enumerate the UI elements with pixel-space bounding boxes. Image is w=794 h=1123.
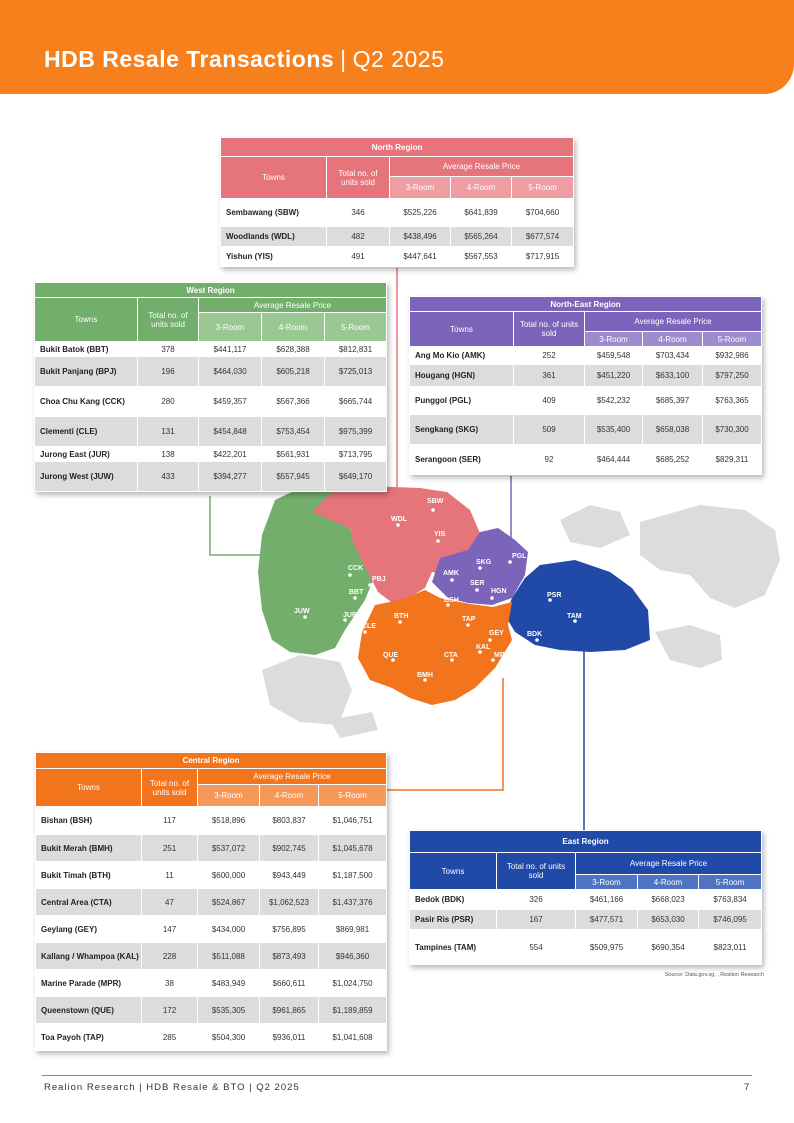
table-row: Bishan (BSH) 117 $518,896 $803,837 $1,046,751 [36,807,387,835]
map-label-gey: GEY [489,630,504,637]
footer-text: Realion Research | HDB Resale & BTO | Q2 2025 [44,1082,300,1093]
page-number: 7 [744,1082,750,1093]
map-label-jur: JUR [343,612,358,619]
title-period: Q2 2025 [352,46,445,72]
east-region-shape [505,560,650,652]
source-note: Source: Data.gov.sg, , Realion Research [664,972,764,978]
map-label-ser: SER [470,580,485,587]
map-label-tam: TAM [567,613,582,620]
table-row: Queenstown (QUE) 172 $535,305 $961,865 $1,189,859 [36,997,387,1024]
map-label-tap: TAP [462,616,476,623]
table-row: Serangoon (SER) 92 $464,444 $685,252 $829,311 [410,445,762,475]
north-east-region-table [409,296,762,475]
western-islands-shape [262,655,352,725]
table-row: Sembawang (SBW) 346 $525,226 $641,839 $704,660 [221,199,574,227]
room4-header: 4-Room [643,332,703,347]
central-region-table [35,752,387,1051]
central-region-title: Central Region [36,753,387,769]
west-region-table [34,282,387,492]
east-region-title: East Region [410,831,762,853]
table-row: Yishun (YIS) 491 $447,641 $567,553 $717,915 [221,247,574,267]
table-row: Geylang (GEY) 147 $434,000 $756,895 $869,981 [36,916,387,943]
units-sold-header: Total no. of units sold [327,157,390,199]
footer-divider [42,1075,752,1076]
map-label-bdk: BDK [527,631,543,638]
units-sold-header: Total no. of units sold [497,853,576,890]
room5-header: 5-Room [512,177,574,199]
table-row: Kallang / Whampoa (KAL) 228 $511,088 $873,493 $946,360 [36,943,387,970]
map-label-amk: AMK [443,570,459,577]
table-row: Bukit Timah (BTH) 11 $600,000 $943,449 $1,187,500 [36,862,387,889]
table-row: Bukit Panjang (BPJ) 196 $464,030 $605,218 $725,013 [35,357,387,387]
units-sold-header: Total no. of units sold [138,298,199,342]
avg-price-header: Average Resale Price [585,312,762,332]
room4-header: 4-Room [262,313,325,342]
map-label-cck: CCK [348,565,364,572]
table-row: Bukit Batok (BBT) 378 $441,117 $628,388 $812,831 [35,342,387,357]
table-row: Bukit Merah (BMH) 251 $537,072 $902,745 $1,045,678 [36,835,387,862]
map-label-yis: YIS [434,531,446,538]
east-region-table [409,830,762,965]
map-label-kal: KAL [476,644,491,651]
table-row: Hougang (HGN) 361 $451,220 $633,100 $797,250 [410,365,762,387]
avg-price-header: Average Resale Price [576,853,762,875]
title-separator: | [340,46,347,72]
room5-header: 5-Room [699,875,762,890]
units-sold-header: Total no. of units sold [514,312,585,347]
map-label-pgl: PGL [512,553,527,560]
pulau-ubin-shape [640,505,780,608]
map-label-que: QUE [383,652,399,659]
towns-header: Towns [221,157,327,199]
table-row: Jurong East (JUR) 138 $422,201 $561,931 $713,795 [35,447,387,462]
table-row: Pasir Ris (PSR) 167 $477,571 $653,030 $746,095 [410,910,762,930]
map-label-bsh: BSH [444,597,459,604]
map-label-cle: CLE [362,623,376,630]
table-row: Ang Mo Kio (AMK) 252 $459,548 $703,434 $932,986 [410,347,762,365]
map-label-pbj: PBJ [372,576,386,583]
room5-header: 5-Room [703,332,762,347]
room5-header: 5-Room [325,313,387,342]
map-label-bbt: BBT [349,589,364,596]
room3-header: 3-Room [390,177,451,199]
north-region-title: North Region [221,138,574,157]
avg-price-header: Average Resale Price [199,298,387,313]
table-row: Clementi (CLE) 131 $454,848 $753,454 $975,399 [35,417,387,447]
map-label-juw: JUW [294,608,310,615]
north-east-region-title: North-East Region [410,297,762,312]
avg-price-header: Average Resale Price [198,769,387,785]
title-text: HDB Resale Transactions [44,46,335,72]
room3-header: 3-Room [585,332,643,347]
table-row: Sengkang (SKG) 509 $535,400 $658,038 $730,300 [410,415,762,445]
room3-header: 3-Room [199,313,262,342]
map-label-bmh: BMH [417,672,433,679]
units-sold-header: Total no. of units sold [142,769,198,807]
table-row: Toa Payoh (TAP) 285 $504,300 $936,011 $1,041,608 [36,1024,387,1051]
map-label-psr: PSR [547,592,562,599]
table-row: Punggol (PGL) 409 $542,232 $685,397 $763,365 [410,387,762,415]
room3-header: 3-Room [198,785,260,807]
towns-header: Towns [410,853,497,890]
table-row: Jurong West (JUW) 433 $394,277 $557,945 $649,170 [35,462,387,492]
north-region-table [220,137,574,267]
table-row: Woodlands (WDL) 482 $438,496 $565,264 $677,574 [221,227,574,247]
room4-header: 4-Room [638,875,699,890]
towns-header: Towns [36,769,142,807]
towns-header: Towns [410,312,514,347]
table-row: Bedok (BDK) 326 $461,166 $668,023 $763,834 [410,890,762,910]
map-label-mpr: MPR [494,652,510,659]
west-region-title: West Region [35,283,387,298]
changi-east-shape [655,625,722,668]
map-label-bth: BTH [394,613,409,620]
table-row: Marine Parade (MPR) 38 $483,949 $660,611 $1,024,750 [36,970,387,997]
coney-island-shape [560,505,630,548]
towns-header: Towns [35,298,138,342]
map-label-cta: CTA [444,652,458,659]
table-row: Central Area (CTA) 47 $524,867 $1,062,523 $1,437,376 [36,889,387,916]
room5-header: 5-Room [319,785,387,807]
map-label-hgn: HGN [491,588,507,595]
avg-price-header: Average Resale Price [390,157,574,177]
room3-header: 3-Room [576,875,638,890]
map-label-sbw: SBW [427,498,444,505]
room4-header: 4-Room [451,177,512,199]
map-label-wdl: WDL [391,516,407,523]
table-row: Choa Chu Kang (CCK) 280 $459,357 $567,366 $665,744 [35,387,387,417]
map-label-skg: SKG [476,559,492,566]
room4-header: 4-Room [260,785,319,807]
table-row: Tampines (TAM) 554 $509,975 $690,354 $823,011 [410,930,762,965]
